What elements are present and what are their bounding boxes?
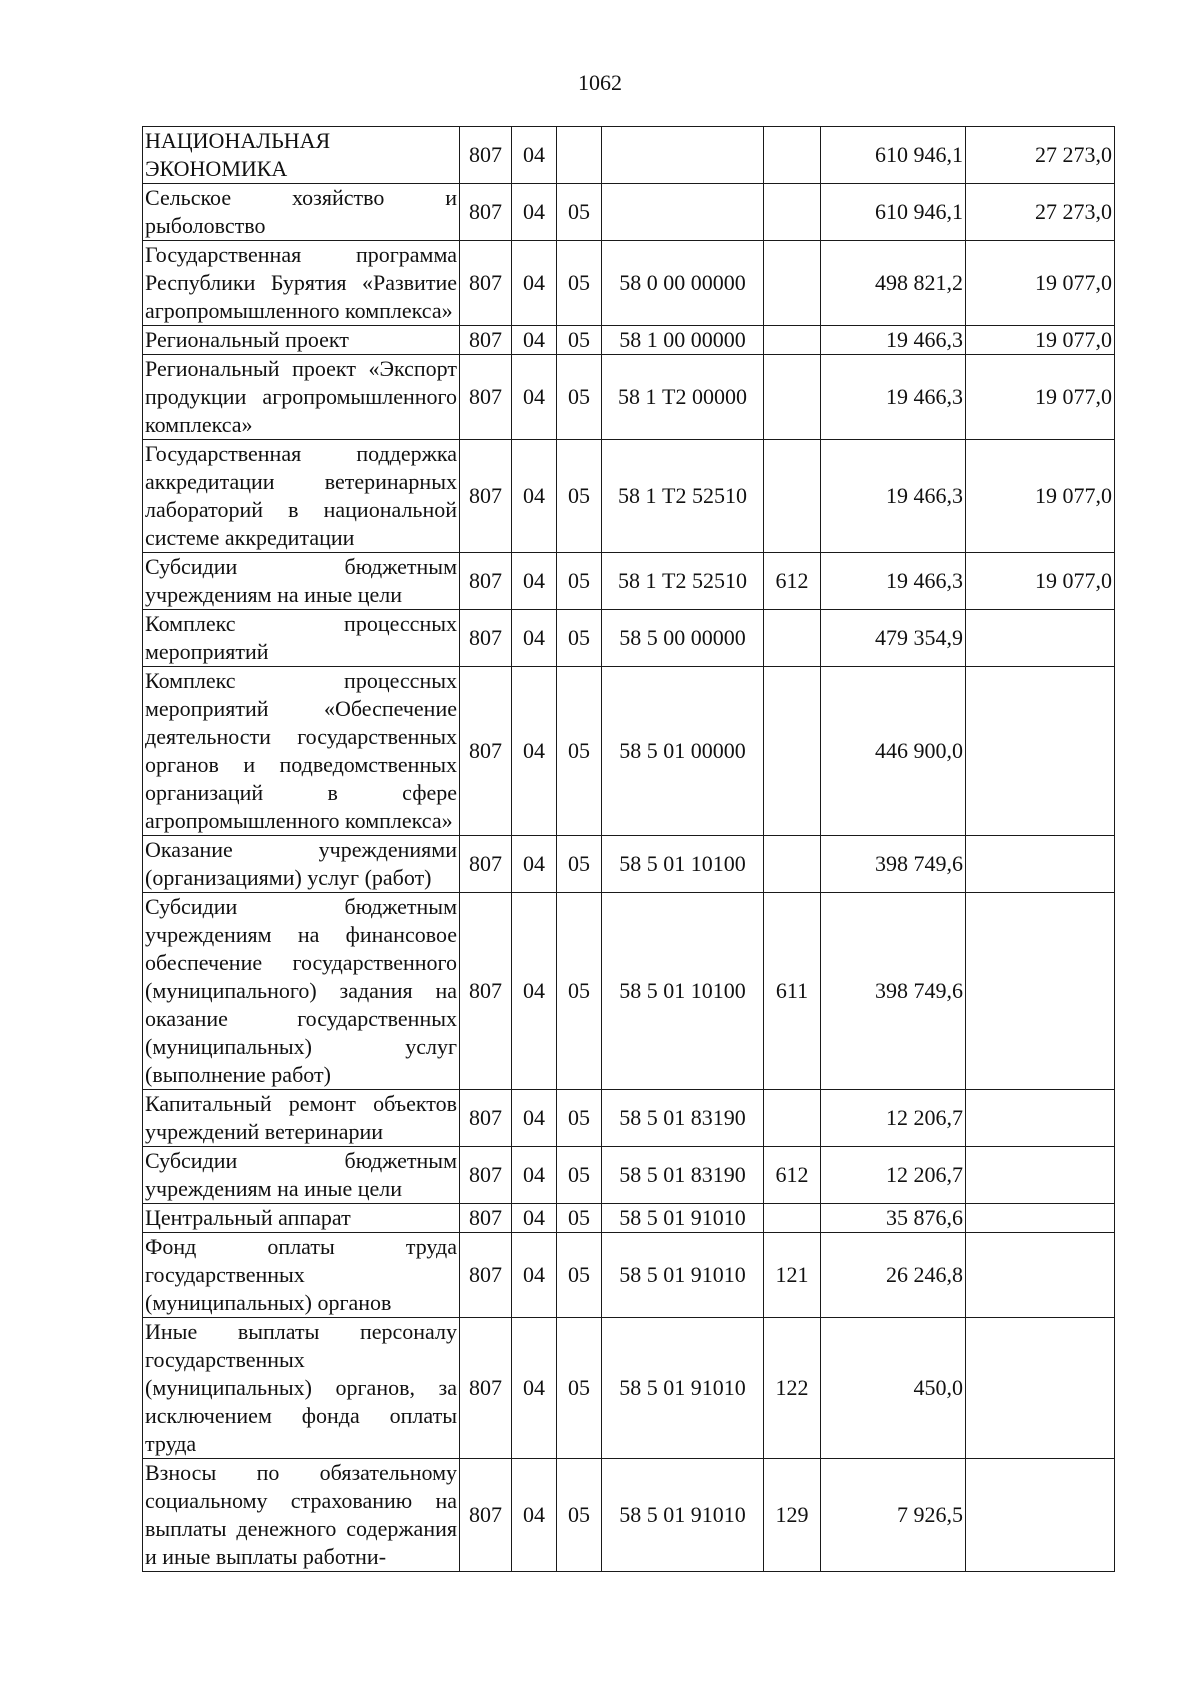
- row-amount-total: 7 926,5: [821, 1459, 966, 1572]
- row-expense-type-code: [764, 241, 821, 326]
- row-subsection-code: 05: [557, 1459, 602, 1572]
- row-grbs-code: 807: [460, 893, 512, 1090]
- row-grbs-code: 807: [460, 1204, 512, 1233]
- row-expense-type-code: [764, 440, 821, 553]
- row-amount-total: 19 466,3: [821, 440, 966, 553]
- row-subsection-code: 05: [557, 1233, 602, 1318]
- row-expense-type-code: [764, 355, 821, 440]
- row-section-code: 04: [512, 893, 557, 1090]
- row-target-article-code: 58 5 01 10100: [602, 893, 764, 1090]
- table-row: [143, 836, 1115, 893]
- row-amount-total: 19 466,3: [821, 326, 966, 355]
- row-amount-federal: [966, 1459, 1115, 1572]
- row-expense-type-code: 612: [764, 1147, 821, 1204]
- row-name: Капитальный ремонт объектов учреждений ветеринарии: [143, 1090, 460, 1147]
- row-target-article-code: 58 5 01 91010: [602, 1459, 764, 1572]
- row-amount-total: 35 876,6: [821, 1204, 966, 1233]
- row-name: Комплекс процессных мероприятий «Обеспечение деятельности государственных органов и подведомственных организаций в сфере агропромышленного комплекса»: [143, 667, 460, 836]
- table-row: [143, 1318, 1115, 1459]
- row-name: Государственная поддержка аккредитации ветеринарных лабораторий в национальной системе аккредитации: [143, 440, 460, 553]
- row-expense-type-code: 611: [764, 893, 821, 1090]
- row-expense-type-code: [764, 127, 821, 184]
- row-expense-type-code: [764, 836, 821, 893]
- row-grbs-code: 807: [460, 1147, 512, 1204]
- row-amount-federal: [966, 836, 1115, 893]
- row-amount-total: 19 466,3: [821, 355, 966, 440]
- row-name: Субсидии бюджетным учреждениям на иные цели: [143, 553, 460, 610]
- row-subsection-code: 05: [557, 1090, 602, 1147]
- row-grbs-code: 807: [460, 1090, 512, 1147]
- row-name: Региональный проект «Экспорт продукции агропромышленного комплекса»: [143, 355, 460, 440]
- row-expense-type-code: [764, 1204, 821, 1233]
- row-amount-federal: 27 273,0: [966, 127, 1115, 184]
- row-target-article-code: 58 1 Т2 52510: [602, 440, 764, 553]
- page-number: 1062: [578, 70, 622, 95]
- row-amount-federal: [966, 1204, 1115, 1233]
- row-subsection-code: [557, 127, 602, 184]
- row-section-code: 04: [512, 241, 557, 326]
- table-row: [143, 553, 1115, 610]
- row-name: Комплекс процессных мероприятий: [143, 610, 460, 667]
- row-section-code: 04: [512, 326, 557, 355]
- row-section-code: 04: [512, 836, 557, 893]
- row-section-code: 04: [512, 667, 557, 836]
- row-target-article-code: 58 1 Т2 52510: [602, 553, 764, 610]
- row-subsection-code: 05: [557, 184, 602, 241]
- row-grbs-code: 807: [460, 127, 512, 184]
- table-row: [143, 1233, 1115, 1318]
- row-subsection-code: 05: [557, 667, 602, 836]
- row-amount-total: 12 206,7: [821, 1147, 966, 1204]
- row-section-code: 04: [512, 1204, 557, 1233]
- row-amount-federal: 27 273,0: [966, 184, 1115, 241]
- row-grbs-code: 807: [460, 184, 512, 241]
- row-amount-total: 479 354,9: [821, 610, 966, 667]
- row-amount-federal: 19 077,0: [966, 440, 1115, 553]
- table-row: [143, 1204, 1115, 1233]
- row-name: Центральный аппарат: [143, 1204, 460, 1233]
- table-row: [143, 127, 1115, 184]
- row-section-code: 04: [512, 1090, 557, 1147]
- row-target-article-code: 58 1 Т2 00000: [602, 355, 764, 440]
- row-target-article-code: [602, 127, 764, 184]
- row-section-code: 04: [512, 355, 557, 440]
- row-grbs-code: 807: [460, 355, 512, 440]
- row-name: Государственная программа Республики Бурятия «Развитие агропромышленного комплекса»: [143, 241, 460, 326]
- row-section-code: 04: [512, 1318, 557, 1459]
- row-target-article-code: 58 5 01 91010: [602, 1318, 764, 1459]
- row-section-code: 04: [512, 127, 557, 184]
- row-subsection-code: 05: [557, 440, 602, 553]
- row-amount-total: 450,0: [821, 1318, 966, 1459]
- row-subsection-code: 05: [557, 836, 602, 893]
- row-amount-federal: [966, 893, 1115, 1090]
- row-amount-federal: 19 077,0: [966, 326, 1115, 355]
- row-subsection-code: 05: [557, 893, 602, 1090]
- row-grbs-code: 807: [460, 326, 512, 355]
- table-row: [143, 326, 1115, 355]
- row-amount-federal: [966, 610, 1115, 667]
- row-subsection-code: 05: [557, 610, 602, 667]
- row-section-code: 04: [512, 553, 557, 610]
- row-amount-federal: 19 077,0: [966, 355, 1115, 440]
- row-subsection-code: 05: [557, 326, 602, 355]
- table-row: [143, 184, 1115, 241]
- row-target-article-code: 58 1 00 00000: [602, 326, 764, 355]
- row-subsection-code: 05: [557, 355, 602, 440]
- row-expense-type-code: 121: [764, 1233, 821, 1318]
- table-row: [143, 667, 1115, 836]
- row-section-code: 04: [512, 440, 557, 553]
- row-subsection-code: 05: [557, 553, 602, 610]
- row-name: Оказание учреждениями (организациями) услуг (работ): [143, 836, 460, 893]
- table-row: [143, 893, 1115, 1090]
- table-row: [143, 355, 1115, 440]
- row-grbs-code: 807: [460, 553, 512, 610]
- row-grbs-code: 807: [460, 836, 512, 893]
- row-target-article-code: 58 5 00 00000: [602, 610, 764, 667]
- row-section-code: 04: [512, 1233, 557, 1318]
- row-expense-type-code: 612: [764, 553, 821, 610]
- row-section-code: 04: [512, 1147, 557, 1204]
- row-amount-total: 398 749,6: [821, 893, 966, 1090]
- row-expense-type-code: [764, 184, 821, 241]
- row-subsection-code: 05: [557, 1147, 602, 1204]
- row-name: Региональный проект: [143, 326, 460, 355]
- row-target-article-code: 58 5 01 91010: [602, 1204, 764, 1233]
- row-grbs-code: 807: [460, 667, 512, 836]
- row-grbs-code: 807: [460, 241, 512, 326]
- row-name: Субсидии бюджетным учреждениям на иные цели: [143, 1147, 460, 1204]
- budget-table-body: [143, 127, 1115, 1572]
- row-name: Субсидии бюджетным учреждениям на финансовое обеспечение государственного (муниципального) задания на оказание государственных (муниципальных) услуг (выполнение работ): [143, 893, 460, 1090]
- row-section-code: 04: [512, 1459, 557, 1572]
- row-amount-total: 446 900,0: [821, 667, 966, 836]
- row-amount-total: 610 946,1: [821, 184, 966, 241]
- row-amount-federal: 19 077,0: [966, 241, 1115, 326]
- table-row: [143, 1459, 1115, 1572]
- budget-table: [142, 126, 1115, 1572]
- row-amount-federal: [966, 667, 1115, 836]
- row-amount-total: 12 206,7: [821, 1090, 966, 1147]
- row-grbs-code: 807: [460, 1318, 512, 1459]
- row-grbs-code: 807: [460, 440, 512, 553]
- row-amount-total: 26 246,8: [821, 1233, 966, 1318]
- row-target-article-code: 58 0 00 00000: [602, 241, 764, 326]
- row-subsection-code: 05: [557, 241, 602, 326]
- row-section-code: 04: [512, 610, 557, 667]
- row-amount-federal: [966, 1233, 1115, 1318]
- row-subsection-code: 05: [557, 1318, 602, 1459]
- row-target-article-code: [602, 184, 764, 241]
- row-expense-type-code: 129: [764, 1459, 821, 1572]
- row-name: Сельское хозяйство и рыболовство: [143, 184, 460, 241]
- row-expense-type-code: [764, 667, 821, 836]
- row-expense-type-code: [764, 326, 821, 355]
- row-name: НАЦИОНАЛЬНАЯ ЭКОНОМИКА: [143, 127, 460, 184]
- row-amount-federal: [966, 1090, 1115, 1147]
- row-amount-total: 19 466,3: [821, 553, 966, 610]
- row-amount-federal: [966, 1147, 1115, 1204]
- table-row: [143, 1090, 1115, 1147]
- row-amount-total: 610 946,1: [821, 127, 966, 184]
- table-row: [143, 1147, 1115, 1204]
- table-row: [143, 610, 1115, 667]
- row-amount-federal: [966, 1318, 1115, 1459]
- row-subsection-code: 05: [557, 1204, 602, 1233]
- row-amount-federal: 19 077,0: [966, 553, 1115, 610]
- row-grbs-code: 807: [460, 1459, 512, 1572]
- table-row: [143, 440, 1115, 553]
- row-grbs-code: 807: [460, 1233, 512, 1318]
- row-target-article-code: 58 5 01 91010: [602, 1233, 764, 1318]
- row-name: Фонд оплаты труда государственных (муниципальных) органов: [143, 1233, 460, 1318]
- row-expense-type-code: 122: [764, 1318, 821, 1459]
- row-expense-type-code: [764, 1090, 821, 1147]
- row-target-article-code: 58 5 01 00000: [602, 667, 764, 836]
- row-target-article-code: 58 5 01 10100: [602, 836, 764, 893]
- row-section-code: 04: [512, 184, 557, 241]
- table-row: [143, 241, 1115, 326]
- row-amount-total: 498 821,2: [821, 241, 966, 326]
- row-amount-total: 398 749,6: [821, 836, 966, 893]
- row-expense-type-code: [764, 610, 821, 667]
- row-name: Взносы по обязательному социальному страхованию на выплаты денежного содержания и иные выплаты работни-: [143, 1459, 460, 1572]
- row-name: Иные выплаты персоналу государственных (муниципальных) органов, за исключением фонда оплаты труда: [143, 1318, 460, 1459]
- row-grbs-code: 807: [460, 610, 512, 667]
- row-target-article-code: 58 5 01 83190: [602, 1090, 764, 1147]
- row-target-article-code: 58 5 01 83190: [602, 1147, 764, 1204]
